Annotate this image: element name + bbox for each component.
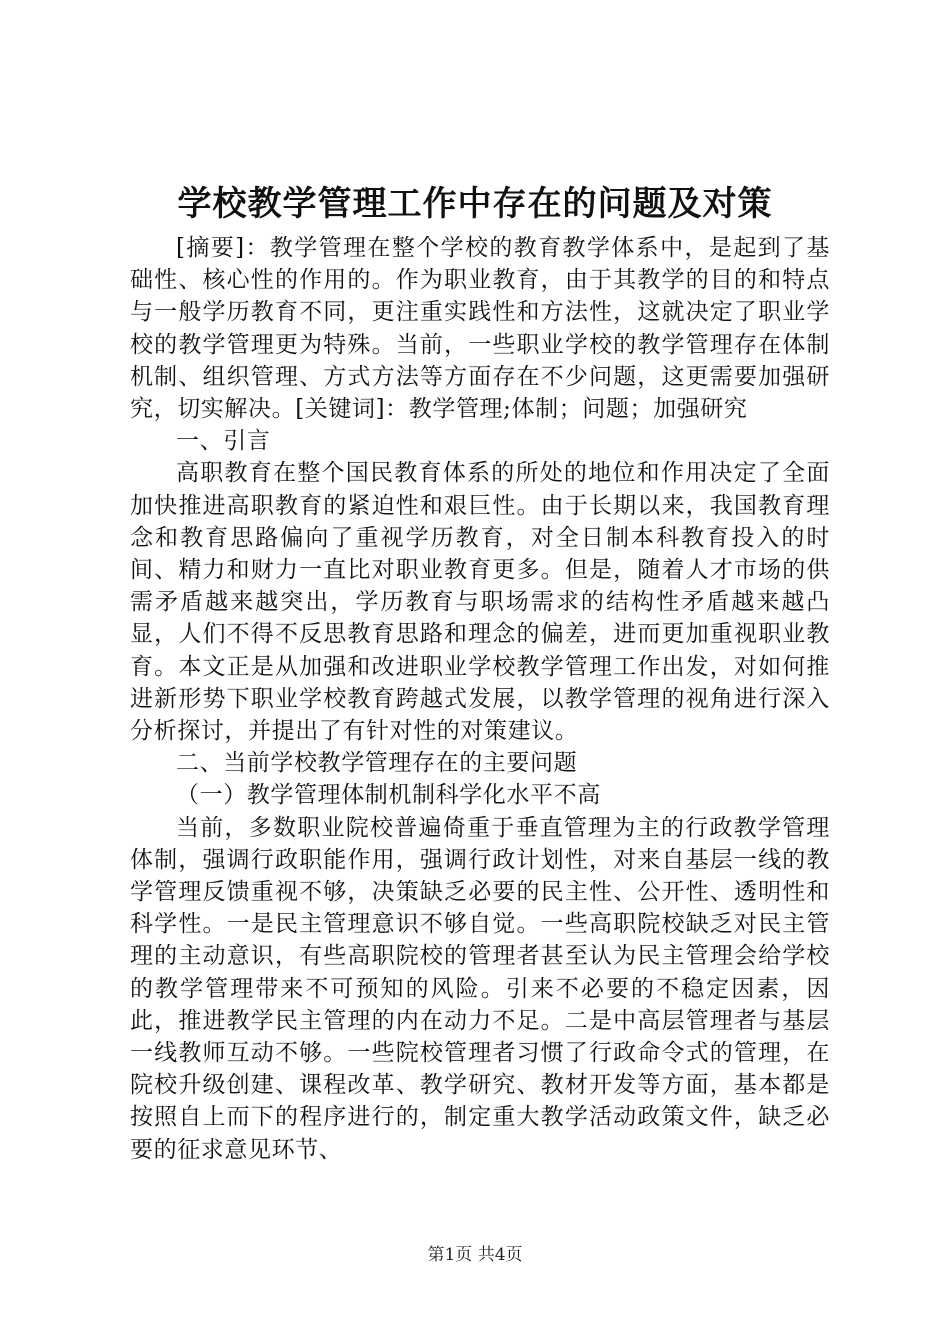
body-paragraph: 当前，多数职业院校普遍倚重于垂直管理为主的行政教学管理体制，强调行政职能作用，强调行政计划性，对来自基层一线的教学管理反馈重视不够，决策缺乏必要的民主性、公开性、透明性和科学性。一是民主管理意识不够自觉。一些高职院校缺乏对民主管理的主动意识，有些高职院校的管理者甚至认为民主管理会给学校的教学管理带来不可预知的风险。引来不必要的不稳定因素，因此，推进教学民主管理的内在动力不足。二是中高层管理者与基层一线教师互动不够。一些院校管理者习惯了行政命令式的管理，在院校升级创建、课程改革、教学研究、教材开发等方面，基本都是按照自上而下的程序进行的，制定重大教学活动政策文件，缺乏必要的征求意见环节、	[130, 814, 830, 1163]
introduction-paragraph: 高职教育在整个国民教育体系的所处的地位和作用决定了全面加快推进高职教育的紧迫性和艰巨性。由于长期以来，我国教育理念和教育思路偏向了重视学历教育，对全日制本科教育投入的时间、精力和财力一直比对职业教育更多。但是，随着人才市场的供需矛盾越来越突出，学历教育与职场需求的结构性矛盾越来越凸显，人们不得不反思教育思路和理念的偏差，进而更加重视职业教育。本文正是从加强和改进职业学校教学管理工作出发，对如何推进新形势下职业学校教育跨越式发展，以教学管理的视角进行深入分析探讨，并提出了有针对性的对策建议。	[130, 460, 830, 745]
abstract-paragraph: [摘要]：教学管理在整个学校的教育教学体系中，是起到了基础性、核心性的作用的。作为职业教育，由于其教学的目的和特点与一般学历教育不同，更注重实践性和方法性，这就决定了职业学校的教学管理更为特殊。当前，一些职业学校的教学管理存在体制机制、组织管理、方式方法等方面存在不少问题，这更需要加强研究，切实解决。[关键词]：教学管理;体制；问题；加强研究	[130, 235, 830, 423]
section-heading-problems: 二、当前学校教学管理存在的主要问题	[176, 750, 578, 777]
document-body	[130, 232, 830, 1166]
section-heading-introduction: 一、引言	[176, 428, 271, 455]
subsection-heading: （一）教学管理体制机制科学化水平不高	[176, 782, 601, 809]
page-number-footer: 第1页 共4页	[427, 1245, 523, 1265]
document-title: 学校教学管理工作中存在的问题及对策	[177, 184, 773, 224]
